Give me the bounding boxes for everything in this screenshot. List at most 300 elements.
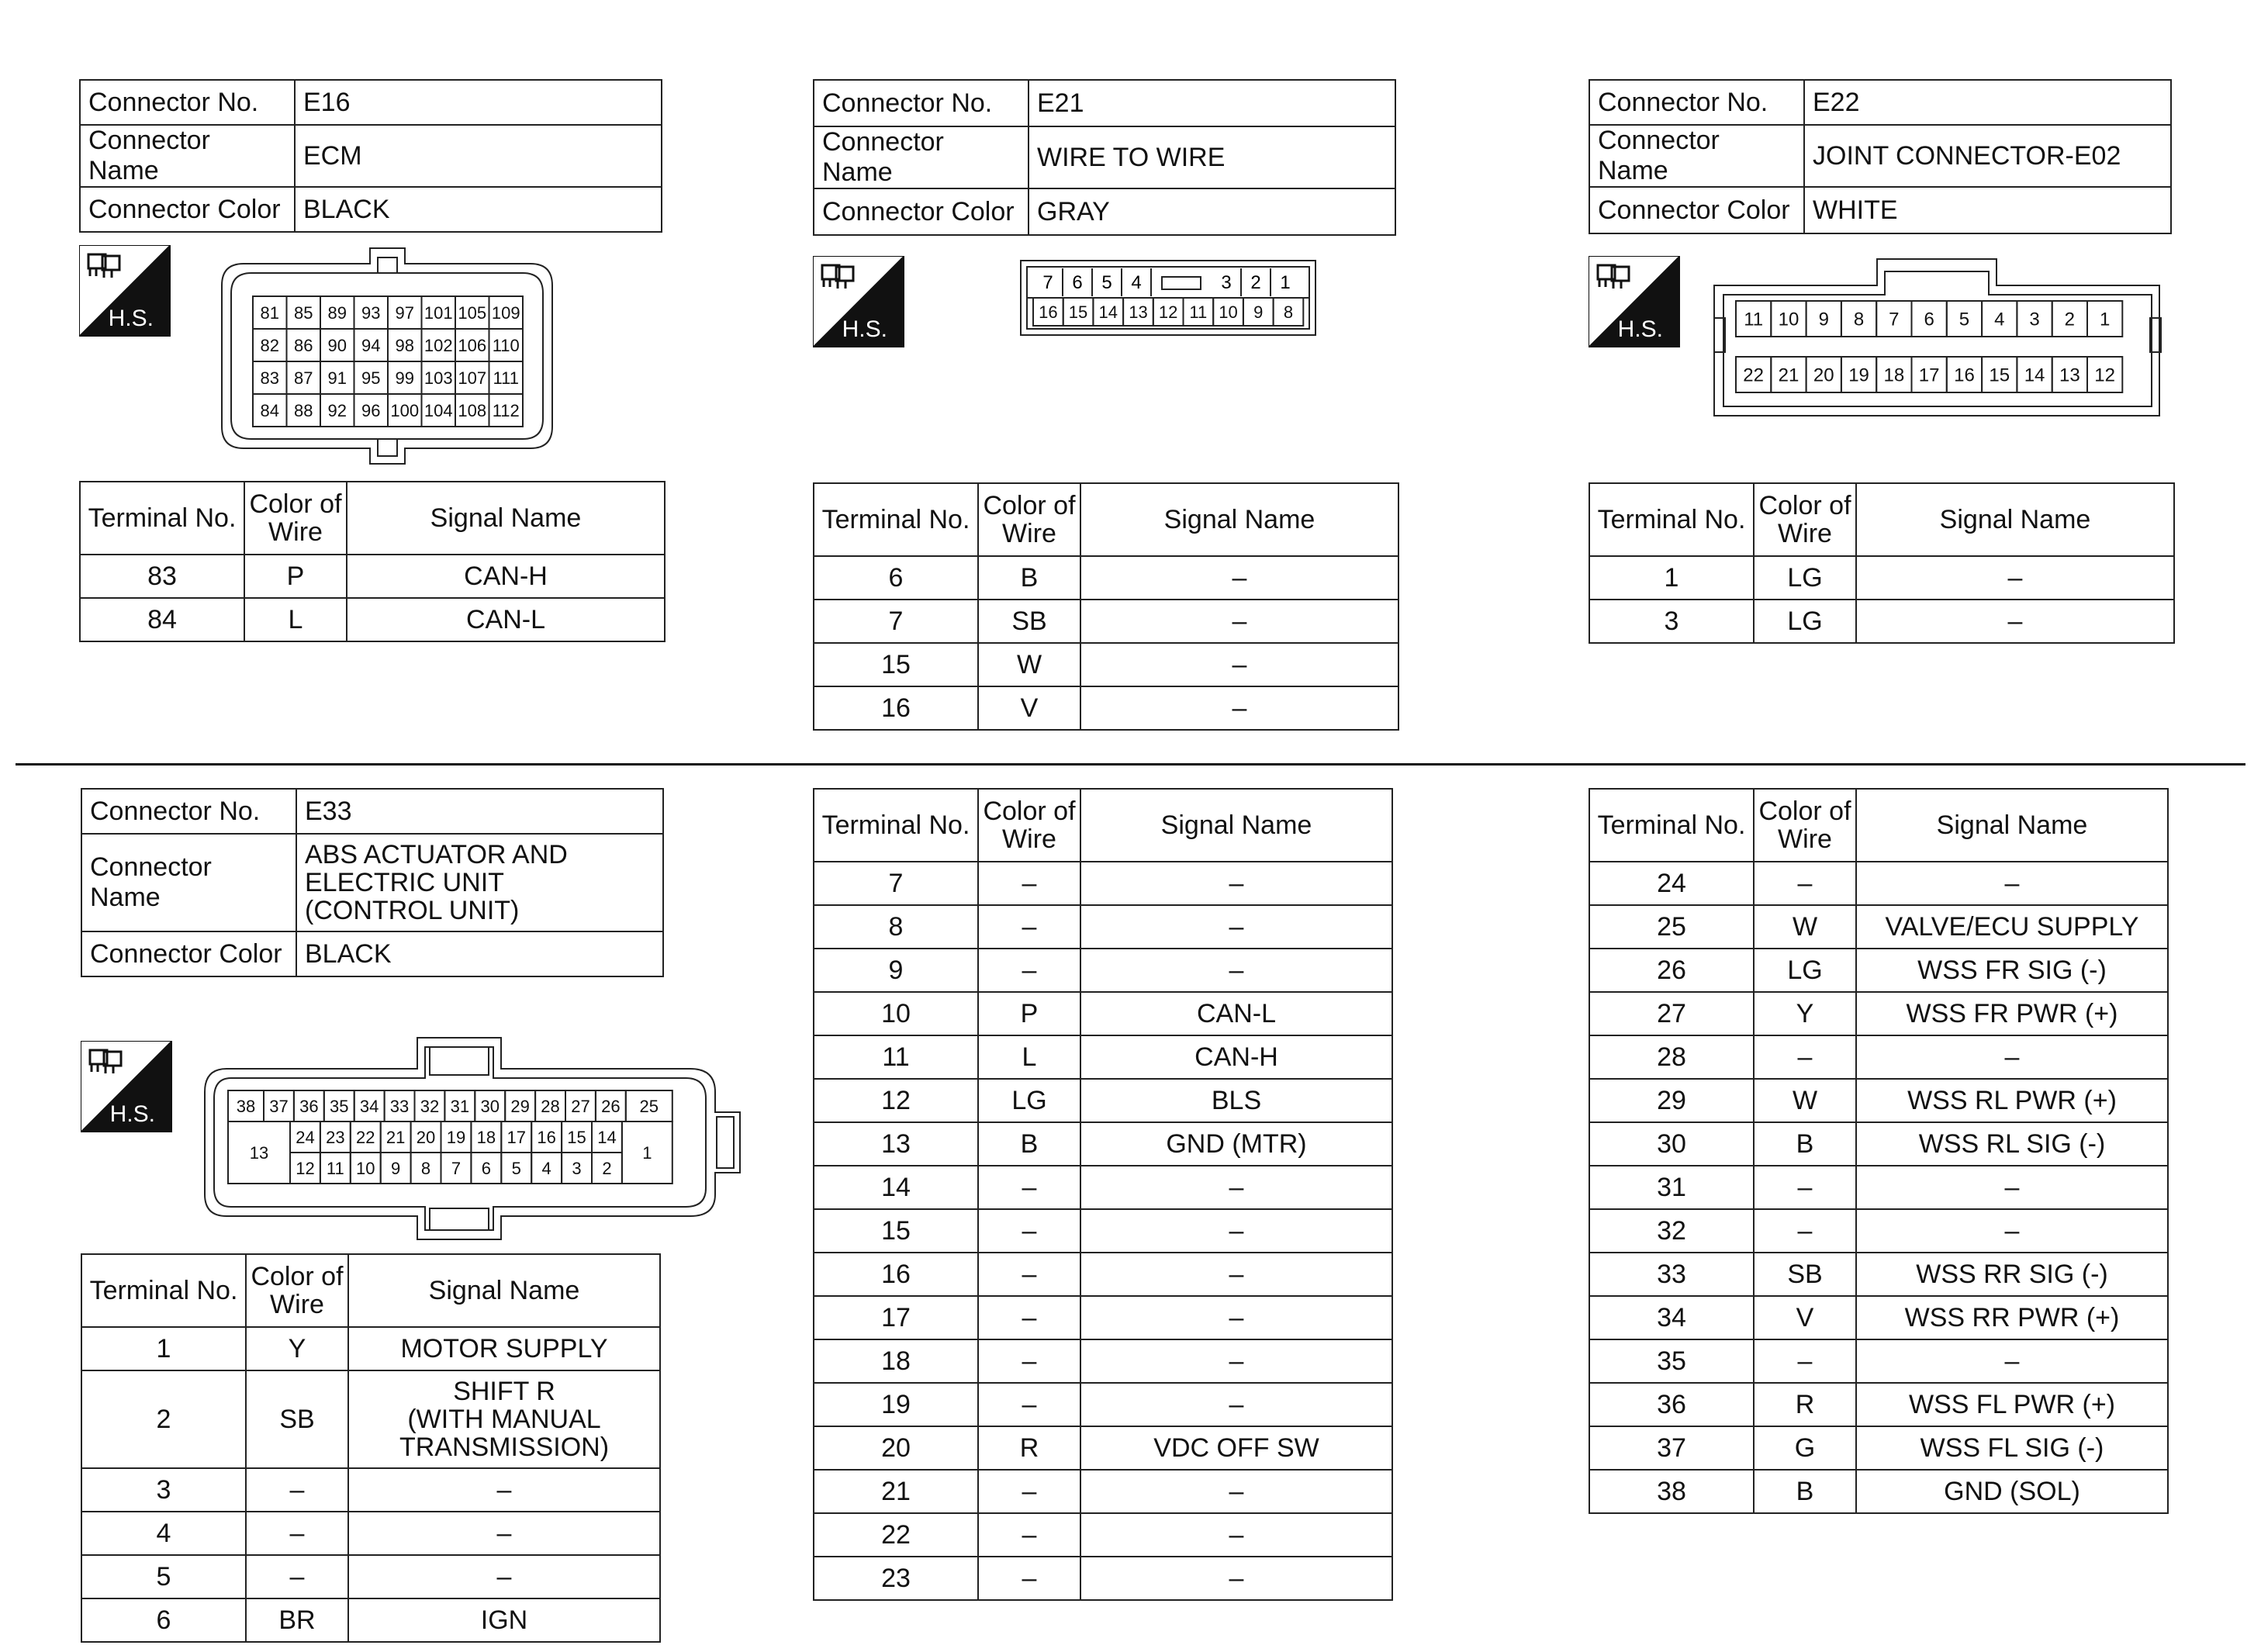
table-row — [1589, 862, 2168, 905]
wire-color-cell: – — [978, 1166, 1080, 1209]
pin-label: 83 — [260, 368, 279, 388]
pin-label: 11 — [1189, 302, 1208, 322]
terminal-no-cell: 21 — [814, 1470, 978, 1513]
pin-label: 88 — [294, 400, 313, 420]
wire-color-cell: W — [1754, 905, 1856, 949]
e21-color: GRAY — [1029, 188, 1395, 235]
signal-name-cell: – — [1080, 1339, 1392, 1383]
pin-label: 25 — [639, 1096, 659, 1116]
col-terminal-no: Terminal No. — [81, 1254, 246, 1327]
table-row — [814, 643, 1398, 686]
wire-color-cell: – — [978, 905, 1080, 949]
wire-color-cell: B — [1754, 1122, 1856, 1166]
hs-label: H.S. — [109, 1101, 155, 1127]
signal-name-cell: WSS RL SIG (-) — [1856, 1122, 2168, 1166]
e16-terminal-table — [79, 481, 666, 642]
terminal-no-cell: 12 — [814, 1079, 978, 1122]
table-row — [1589, 600, 2174, 643]
pin-label: 18 — [476, 1127, 496, 1147]
table-row — [814, 1209, 1392, 1253]
table-row — [814, 1079, 1392, 1122]
wire-color-cell: LG — [978, 1079, 1080, 1122]
wire-color-cell: R — [1754, 1383, 1856, 1426]
table-row — [81, 1370, 660, 1468]
terminal-no-cell: 24 — [1589, 862, 1754, 905]
hs-label: H.S. — [1617, 316, 1663, 342]
signal-name-cell: – — [348, 1555, 660, 1598]
pin-label: 8 — [1853, 309, 1865, 330]
wire-color-cell: – — [246, 1468, 348, 1512]
e33-name — [296, 834, 663, 931]
pin-label: 34 — [359, 1096, 379, 1116]
e33-terminal-table-c — [1589, 788, 2169, 1514]
col-signal-name: Signal Name — [1080, 789, 1392, 862]
terminal-no-cell: 35 — [1589, 1339, 1754, 1383]
col-color-of-wire: Color of Wire — [246, 1254, 348, 1327]
terminal-no-cell: 38 — [1589, 1470, 1754, 1513]
pin-label: 16 — [537, 1127, 556, 1147]
table-row — [1589, 949, 2168, 992]
pin-label: 100 — [390, 400, 420, 420]
pin-label: 5 — [1101, 272, 1112, 293]
table-row — [814, 1253, 1392, 1296]
wire-color-cell: – — [978, 862, 1080, 905]
wire-color-cell: B — [1754, 1470, 1856, 1513]
terminal-no-cell: 10 — [814, 992, 978, 1035]
e22-connector-face — [1713, 256, 2162, 424]
table-row — [81, 1555, 660, 1598]
wire-color-cell: – — [1754, 1339, 1856, 1383]
pin-label: 95 — [361, 368, 381, 388]
table-row — [1589, 1296, 2168, 1339]
signal-name-cell: – — [1080, 1253, 1392, 1296]
signal-name-cell: WSS FR PWR (+) — [1856, 992, 2168, 1035]
signal-name-cell: IGN — [348, 1598, 660, 1642]
signal-name-cell: MOTOR SUPPLY — [348, 1327, 660, 1370]
wire-color-cell: – — [978, 1339, 1080, 1383]
pin-label: 20 — [1813, 365, 1834, 386]
col-signal-name: Signal Name — [347, 482, 665, 555]
signal-name-cell: – — [1080, 949, 1392, 992]
pin-label: 7 — [451, 1158, 462, 1178]
pin-label: 111 — [493, 368, 519, 388]
pin-label: 17 — [1918, 365, 1940, 386]
pin-label: 101 — [424, 302, 453, 323]
col-color-of-wire: Color of Wire — [978, 483, 1080, 556]
e22-name: JOINT CONNECTOR-E02 — [1804, 125, 2171, 187]
pin-label: 9 — [1818, 309, 1829, 330]
pin-label: 19 — [446, 1127, 466, 1147]
pin-label: 87 — [294, 368, 313, 388]
e33-connector-face — [203, 1036, 743, 1245]
pin-label: 8 — [420, 1158, 431, 1178]
signal-name-cell: GND (MTR) — [1080, 1122, 1392, 1166]
signal-name-cell: – — [1080, 556, 1398, 600]
e21-info-table — [813, 79, 1396, 236]
table-row — [814, 862, 1392, 905]
terminal-no-cell: 18 — [814, 1339, 978, 1383]
terminal-no-cell: 27 — [1589, 992, 1754, 1035]
pin-label: 12 — [296, 1158, 315, 1178]
pin-label: 91 — [327, 368, 347, 388]
pin-label: 5 — [511, 1158, 521, 1178]
pin-label: 96 — [361, 400, 381, 420]
label: Connector No. — [81, 789, 296, 834]
wire-color-cell: P — [978, 992, 1080, 1035]
pin-label: 105 — [458, 302, 487, 323]
harness-side-icon — [1589, 256, 1680, 347]
wire-color-cell: – — [978, 1296, 1080, 1339]
table-row — [1589, 905, 2168, 949]
table-row — [81, 1598, 660, 1642]
pin-label: 18 — [1883, 365, 1905, 386]
e16-no: E16 — [295, 80, 662, 125]
table-row — [814, 556, 1398, 600]
terminal-no-cell: 28 — [1589, 1035, 1754, 1079]
table-row — [814, 686, 1398, 730]
wire-color-cell: LG — [1754, 556, 1856, 600]
table-row — [1589, 992, 2168, 1035]
col-color-of-wire: Color of Wire — [978, 789, 1080, 862]
wire-color-cell: L — [244, 598, 347, 641]
pin-label: 10 — [356, 1158, 375, 1178]
terminal-no-cell: 13 — [814, 1122, 978, 1166]
wire-color-cell: – — [1754, 1209, 1856, 1253]
pin-label: 7 — [1889, 309, 1900, 330]
terminal-no-cell: 14 — [814, 1166, 978, 1209]
pin-label: 27 — [571, 1096, 590, 1116]
terminal-no-cell: 2 — [81, 1370, 246, 1468]
signal-name-cell: – — [1080, 1383, 1392, 1426]
signal-name-cell — [348, 1370, 660, 1468]
table-row — [814, 949, 1392, 992]
wire-color-cell: SB — [246, 1370, 348, 1468]
pin-label: 2 — [2064, 309, 2076, 330]
terminal-no-cell: 36 — [1589, 1383, 1754, 1426]
signal-name-cell: WSS RR PWR (+) — [1856, 1296, 2168, 1339]
label: Connector Color — [81, 931, 296, 976]
e22-terminal-table — [1589, 482, 2175, 644]
label: Connector Name — [80, 125, 295, 187]
terminal-no-cell: 30 — [1589, 1122, 1754, 1166]
table-row — [1589, 1166, 2168, 1209]
pin-label: 15 — [567, 1127, 586, 1147]
table-row — [1589, 556, 2174, 600]
pin-label: 84 — [260, 400, 279, 420]
terminal-no-cell: 4 — [81, 1512, 246, 1555]
terminal-no-cell: 8 — [814, 905, 978, 949]
signal-name-cell: CAN-L — [347, 598, 665, 641]
pin-label: 15 — [1989, 365, 2010, 386]
wire-color-cell: LG — [1754, 949, 1856, 992]
signal-name-cell: – — [1856, 556, 2174, 600]
hs-label: H.S. — [108, 306, 154, 331]
pin-label: 108 — [458, 400, 487, 420]
table-row — [1589, 1035, 2168, 1079]
signal-name-cell: – — [1080, 1296, 1392, 1339]
wire-color-cell: – — [978, 1557, 1080, 1600]
pin-label: 102 — [424, 335, 453, 355]
pin-label: 12 — [2094, 365, 2116, 386]
table-row — [814, 905, 1392, 949]
wire-color-cell: – — [978, 1209, 1080, 1253]
signal-name-cell: WSS RL PWR (+) — [1856, 1079, 2168, 1122]
pin-label: 1 — [2099, 309, 2111, 330]
pin-label: 86 — [294, 335, 313, 355]
table-row — [1589, 1383, 2168, 1426]
pin-label: 16 — [1039, 302, 1058, 322]
terminal-no-cell: 6 — [814, 556, 978, 600]
pin-label: 31 — [450, 1096, 470, 1116]
e21-name: WIRE TO WIRE — [1029, 126, 1395, 188]
terminal-no-cell: 83 — [80, 555, 244, 598]
signal-name-cell: – — [1856, 862, 2168, 905]
terminal-no-cell: 16 — [814, 1253, 978, 1296]
col-signal-name: Signal Name — [1856, 789, 2168, 862]
pin-label: 110 — [492, 335, 520, 355]
signal-name-line: SHIFT R — [453, 1377, 555, 1406]
terminal-no-cell: 6 — [81, 1598, 246, 1642]
pin-label: 14 — [2024, 365, 2045, 386]
pin-label: 10 — [1219, 302, 1238, 322]
pin-label: 22 — [356, 1127, 375, 1147]
col-signal-name: Signal Name — [1856, 483, 2174, 556]
col-signal-name: Signal Name — [348, 1254, 660, 1327]
label: Connector Name — [1589, 125, 1804, 187]
pin-label: 37 — [269, 1096, 289, 1116]
terminal-no-cell: 34 — [1589, 1296, 1754, 1339]
label: Connector Color — [1589, 187, 1804, 233]
e33-name-line: ELECTRIC UNIT — [305, 868, 504, 897]
pin-label: 30 — [480, 1096, 500, 1116]
signal-name-cell: – — [348, 1468, 660, 1512]
pin-label: 14 — [1098, 302, 1118, 322]
e33-terminal-table-b — [813, 788, 1393, 1601]
pin-label: 1 — [1280, 272, 1291, 293]
pin-label: 3 — [572, 1158, 582, 1178]
terminal-no-cell: 9 — [814, 949, 978, 992]
pin-label: 11 — [1744, 309, 1764, 330]
pin-label: 33 — [389, 1096, 410, 1116]
wire-color-cell: – — [978, 949, 1080, 992]
table-row — [814, 600, 1398, 643]
table-row — [1589, 1079, 2168, 1122]
pin-label: 13 — [2059, 365, 2080, 386]
terminal-no-cell: 19 — [814, 1383, 978, 1426]
wire-color-cell: Y — [1754, 992, 1856, 1035]
pin-label: 81 — [260, 302, 279, 323]
e21-connector-face — [1019, 259, 1317, 340]
e22-info-table — [1589, 79, 2172, 234]
wire-color-cell: R — [978, 1426, 1080, 1470]
col-color-of-wire: Color of Wire — [244, 482, 347, 555]
wire-color-cell: W — [1754, 1079, 1856, 1122]
pin-label: 7 — [1042, 272, 1053, 293]
table-row — [81, 1468, 660, 1512]
terminal-no-cell: 32 — [1589, 1209, 1754, 1253]
pin-label: 6 — [1924, 309, 1934, 330]
table-row — [814, 1339, 1392, 1383]
pin-label: 106 — [458, 335, 487, 355]
table-row — [80, 555, 665, 598]
pin-label: 85 — [294, 302, 313, 323]
pin-label: 6 — [1072, 272, 1083, 293]
terminal-no-cell: 23 — [814, 1557, 978, 1600]
table-row — [814, 1470, 1392, 1513]
table-row — [814, 1035, 1392, 1079]
terminal-no-cell: 17 — [814, 1296, 978, 1339]
pin-label: 20 — [416, 1127, 436, 1147]
wire-color-cell: – — [246, 1555, 348, 1598]
table-row — [80, 598, 665, 641]
table-row — [814, 992, 1392, 1035]
table-row — [1589, 1339, 2168, 1383]
pin-label: 11 — [326, 1158, 344, 1178]
signal-name-cell: – — [1856, 600, 2174, 643]
signal-name-cell: CAN-H — [1080, 1035, 1392, 1079]
signal-name-cell: – — [1080, 862, 1392, 905]
wire-color-cell: BR — [246, 1598, 348, 1642]
signal-name-line: TRANSMISSION) — [399, 1433, 610, 1462]
label: Connector Name — [81, 834, 296, 931]
wire-color-cell: – — [978, 1383, 1080, 1426]
pin-label: 104 — [424, 400, 453, 420]
terminal-no-cell: 33 — [1589, 1253, 1754, 1296]
wire-color-cell: G — [1754, 1426, 1856, 1470]
signal-name-line: (WITH MANUAL — [407, 1405, 601, 1434]
terminal-no-cell: 37 — [1589, 1426, 1754, 1470]
terminal-no-cell: 29 — [1589, 1079, 1754, 1122]
pin-label: 90 — [327, 335, 347, 355]
wire-color-cell: – — [978, 1513, 1080, 1557]
e16-info-table — [79, 79, 662, 233]
signal-name-cell: WSS FR SIG (-) — [1856, 949, 2168, 992]
pin-label: 109 — [491, 302, 520, 323]
pin-label: 12 — [1158, 302, 1178, 322]
table-row — [81, 1327, 660, 1370]
wire-color-cell: SB — [1754, 1253, 1856, 1296]
signal-name-cell: GND (SOL) — [1856, 1470, 2168, 1513]
pin-label: 93 — [361, 302, 381, 323]
col-signal-name: Signal Name — [1080, 483, 1398, 556]
pin-label: 2 — [1250, 272, 1261, 293]
pin-label: 92 — [327, 400, 347, 420]
terminal-no-cell: 11 — [814, 1035, 978, 1079]
signal-name-cell: – — [1080, 905, 1392, 949]
wire-color-cell: W — [978, 643, 1080, 686]
signal-name-cell: BLS — [1080, 1079, 1392, 1122]
wire-color-cell: V — [1754, 1296, 1856, 1339]
pin-label: 24 — [296, 1127, 315, 1147]
pin-label: 38 — [236, 1096, 256, 1116]
terminal-no-cell: 7 — [814, 600, 978, 643]
pin-label: 36 — [299, 1096, 319, 1116]
wire-color-cell: B — [978, 556, 1080, 600]
e33-no: E33 — [296, 789, 663, 834]
pin-label: 5 — [1958, 309, 1970, 330]
signal-name-cell: – — [1856, 1166, 2168, 1209]
signal-name-cell: VDC OFF SW — [1080, 1426, 1392, 1470]
pin-label: 19 — [1848, 365, 1869, 386]
table-row — [814, 1426, 1392, 1470]
wire-color-cell: V — [978, 686, 1080, 730]
col-color-of-wire: Color of Wire — [1754, 789, 1856, 862]
pin-label: 9 — [1253, 302, 1264, 322]
terminal-no-cell: 15 — [814, 643, 978, 686]
terminal-no-cell: 16 — [814, 686, 978, 730]
pin-label: 35 — [330, 1096, 349, 1116]
signal-name-cell: WSS FL PWR (+) — [1856, 1383, 2168, 1426]
wire-color-cell: SB — [978, 600, 1080, 643]
pin-label: 94 — [361, 335, 381, 355]
label: Connector No. — [1589, 80, 1804, 125]
pin-label: 28 — [541, 1096, 560, 1116]
signal-name-cell: – — [1080, 643, 1398, 686]
pin-label: 98 — [395, 335, 414, 355]
pin-label: 1 — [642, 1142, 652, 1163]
e22-no: E22 — [1804, 80, 2171, 125]
pin-label: 26 — [601, 1096, 621, 1116]
label: Connector No. — [814, 80, 1029, 126]
terminal-no-cell: 3 — [1589, 600, 1754, 643]
e33-terminal-table-a — [81, 1253, 661, 1643]
table-row — [1589, 1122, 2168, 1166]
wire-color-cell: – — [1754, 862, 1856, 905]
terminal-no-cell: 84 — [80, 598, 244, 641]
harness-side-icon — [81, 1041, 172, 1132]
pin-label: 97 — [395, 302, 414, 323]
pin-label: 82 — [260, 335, 279, 355]
e21-terminal-table — [813, 482, 1399, 731]
pin-label: 13 — [249, 1142, 269, 1163]
table-row — [814, 1383, 1392, 1426]
signal-name-cell: – — [1080, 1513, 1392, 1557]
table-row — [1589, 1470, 2168, 1513]
wire-color-cell: P — [244, 555, 347, 598]
pin-label: 21 — [385, 1127, 406, 1147]
signal-name-cell: – — [1856, 1035, 2168, 1079]
signal-name-cell: – — [1080, 1166, 1392, 1209]
col-color-of-wire: Color of Wire — [1754, 483, 1856, 556]
pin-label: 10 — [1778, 309, 1799, 330]
pin-label: 16 — [1954, 365, 1975, 386]
terminal-no-cell: 3 — [81, 1468, 246, 1512]
e33-color: BLACK — [296, 931, 663, 976]
pin-label: 14 — [597, 1127, 617, 1147]
e16-name: ECM — [295, 125, 662, 187]
col-terminal-no: Terminal No. — [814, 789, 978, 862]
pin-label: 13 — [1129, 302, 1148, 322]
pin-label: 17 — [506, 1127, 526, 1147]
e16-connector-face — [211, 247, 560, 469]
wire-color-cell: – — [1754, 1035, 1856, 1079]
signal-name-cell: – — [1080, 1209, 1392, 1253]
table-row — [1589, 1209, 2168, 1253]
pin-label: 29 — [510, 1096, 530, 1116]
connector-key — [1162, 277, 1201, 289]
pin-label: 4 — [541, 1158, 551, 1178]
terminal-no-cell: 5 — [81, 1555, 246, 1598]
table-row — [814, 1513, 1392, 1557]
signal-name-cell: – — [1080, 1557, 1392, 1600]
wire-color-cell: – — [246, 1512, 348, 1555]
harness-side-icon — [79, 245, 171, 337]
terminal-no-cell: 1 — [1589, 556, 1754, 600]
e21-no: E21 — [1029, 80, 1395, 126]
signal-name-cell: – — [1080, 686, 1398, 730]
pin-label: 3 — [2029, 309, 2040, 330]
pin-label: 22 — [1743, 365, 1765, 386]
